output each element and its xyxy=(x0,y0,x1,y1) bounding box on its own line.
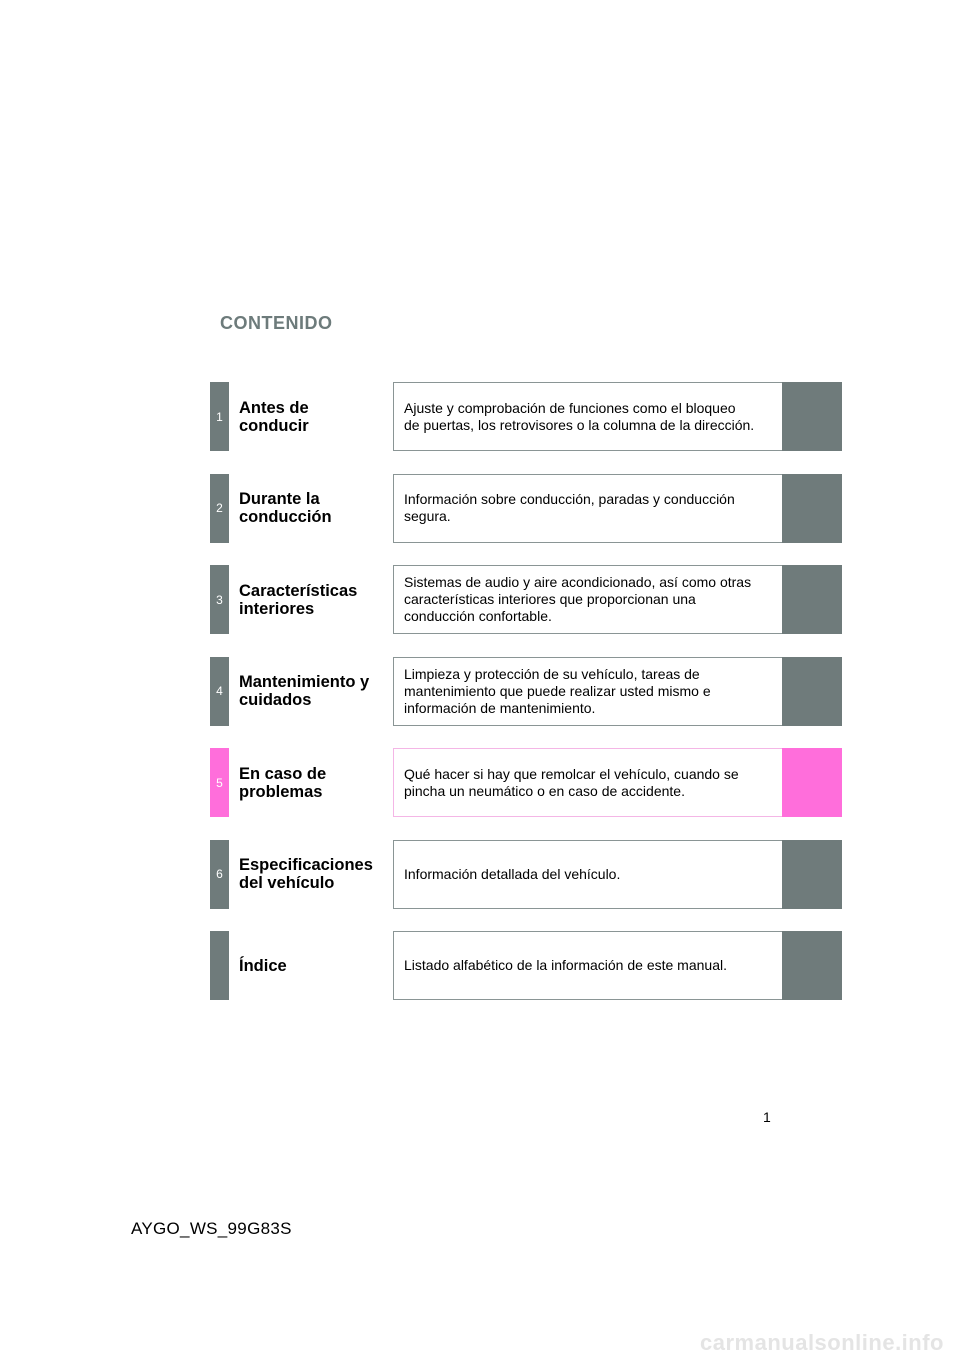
section-description xyxy=(393,840,793,909)
document-code: AYGO_WS_99G83S xyxy=(131,1219,292,1238)
section-description xyxy=(393,657,793,726)
toc-row[interactable] xyxy=(210,565,842,634)
section-description-text: Qué hacer si hay que remolcar el vehículo, cuando se pincha un neumático o en caso de accidente. xyxy=(404,765,739,799)
section-title[interactable]: Antes de conducir xyxy=(239,398,309,435)
section-description-text: Información detallada del vehículo. xyxy=(404,865,621,882)
section-title[interactable]: Índice xyxy=(239,956,287,975)
section-description xyxy=(393,565,793,634)
section-title[interactable]: Mantenimiento y cuidados xyxy=(239,673,370,709)
toc-row[interactable] xyxy=(210,657,842,726)
section-tab[interactable] xyxy=(782,840,842,909)
section-number: 1 xyxy=(210,382,229,451)
toc-row[interactable] xyxy=(210,748,842,817)
section-number: 4 xyxy=(210,657,229,726)
section-title[interactable]: Especificaciones del vehículo xyxy=(239,856,373,892)
watermark: carmanualsonline.info xyxy=(700,1330,944,1355)
section-number xyxy=(210,931,229,1000)
section-description-text: Ajuste y comprobación de funciones como el bloqueo de puertas, los retrovisores o la columna de la dirección. xyxy=(404,399,755,433)
section-description-text: Listado alfabético de la información de este manual. xyxy=(404,957,727,973)
section-tab[interactable] xyxy=(782,382,842,451)
section-description xyxy=(393,382,793,451)
section-description-text: Información sobre conducción, paradas y conducción segura. xyxy=(404,491,735,524)
section-description xyxy=(393,474,793,543)
section-description-text: Limpieza y protección de su vehículo, tareas de mantenimiento que puede realizar usted mismo e información de mantenimiento. xyxy=(404,665,711,716)
section-tab[interactable] xyxy=(782,748,842,817)
section-title[interactable]: En caso de problemas xyxy=(239,764,327,801)
table-of-contents xyxy=(210,382,842,1023)
toc-row[interactable] xyxy=(210,474,842,543)
page-number: 1 xyxy=(763,1109,771,1125)
section-description-text: Sistemas de audio y aire acondicionado, así como otras características interiores que proporcionan una conducción confortable. xyxy=(404,574,752,624)
section-tab[interactable] xyxy=(782,565,842,634)
section-description xyxy=(393,931,793,1000)
page-title: CONTENIDO xyxy=(220,313,333,333)
toc-row[interactable] xyxy=(210,931,842,1000)
section-number: 2 xyxy=(210,474,229,543)
section-number: 3 xyxy=(210,565,229,634)
section-tab[interactable] xyxy=(782,931,842,1000)
section-number: 6 xyxy=(210,840,229,909)
toc-row[interactable] xyxy=(210,840,842,909)
section-title[interactable]: Características interiores xyxy=(239,581,358,618)
section-description xyxy=(393,748,793,817)
section-tab[interactable] xyxy=(782,474,842,543)
section-number: 5 xyxy=(210,748,229,817)
section-tab[interactable] xyxy=(782,657,842,726)
section-title[interactable]: Durante la conducción xyxy=(239,490,332,526)
toc-row[interactable] xyxy=(210,382,842,451)
